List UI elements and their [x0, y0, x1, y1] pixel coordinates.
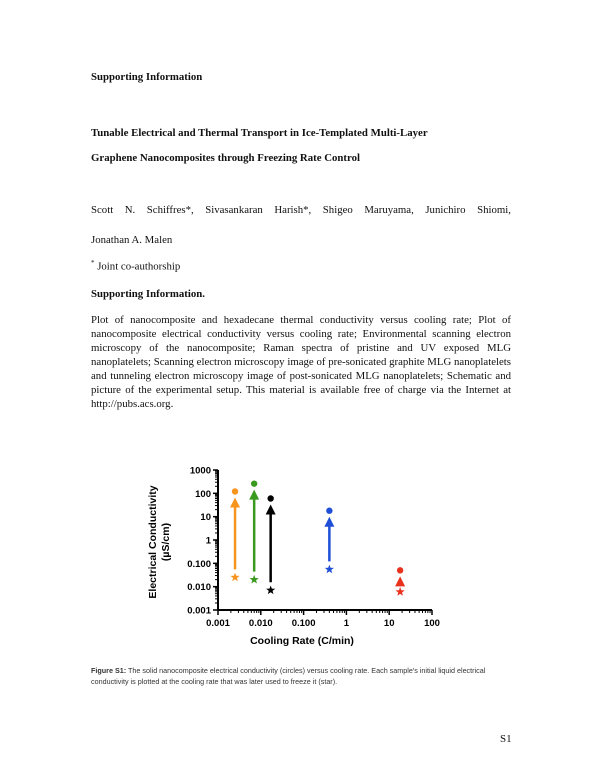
- liquid-conductivity-star: [250, 575, 259, 584]
- si-abstract: Plot of nanocomposite and hexadecane thermal conductivity versus cooling rate; Plot of nanocomposite electrical conductivity versus cooling rate; Environmental scanning electron microscopy of the nanocomposite; Raman spectra of pristine and UV exposed MLG nanoplatelets; Scanning electron microscopy image of pre-sonicated graphite MLG nanoplatelets and tunneling electron microscopy image of post-sonicated MLG nanoplatelets; Schematic and picture of the experimental setup. This material is available free of charge via the Internet at http://pubs.acs.org.: [91, 314, 511, 410]
- sample-orange: [230, 488, 240, 581]
- y-tick-label: 0.001: [187, 605, 211, 617]
- caption-label: Figure S1:: [91, 666, 127, 675]
- y-tick-label: 1: [205, 535, 211, 547]
- y-axis-label: [147, 485, 172, 598]
- page-number: S1: [500, 733, 512, 745]
- joint-authorship-note: [91, 256, 180, 274]
- x-tick-label: 0.010: [248, 618, 273, 629]
- solid-conductivity-circle: [232, 488, 238, 494]
- solid-conductivity-circle: [397, 567, 403, 573]
- y-axis-label-line-2: (µS/cm): [160, 522, 172, 562]
- solid-conductivity-circle: [326, 508, 332, 514]
- x-tick-label: 0.100: [291, 618, 316, 629]
- chart-marks: [230, 480, 405, 595]
- paper-title-line-1: Tunable Electrical and Thermal Transport in Ice-Templated Multi-Layer: [91, 127, 428, 139]
- liquid-conductivity-star: [230, 573, 239, 582]
- si-heading: Supporting Information.: [91, 288, 205, 300]
- y-tick-label: 100: [195, 488, 211, 500]
- y-axis-label-line-1: Electrical Conductivity: [147, 485, 159, 599]
- arrow-head: [230, 497, 240, 507]
- arrow-head: [249, 490, 259, 500]
- sample-blue: [324, 508, 334, 574]
- x-tick-label: 1: [343, 618, 350, 629]
- liquid-conductivity-star: [325, 565, 334, 574]
- sample-black: [266, 495, 276, 594]
- arrow-head: [324, 517, 334, 527]
- y-tick-label: 0.010: [187, 582, 211, 594]
- y-tick-label: 10: [200, 512, 211, 524]
- joint-text: Joint co-authorship: [97, 260, 181, 273]
- y-tick-label: 0.100: [187, 558, 211, 570]
- authors-line-1: Scott N. Schiffres*, Sivasankaran Harish*, Shigeo Maruyama, Junichiro Shiomi,: [91, 204, 511, 216]
- solid-conductivity-circle: [267, 495, 273, 501]
- joint-mark: *: [91, 259, 95, 267]
- arrow-head: [266, 505, 276, 515]
- liquid-conductivity-star: [396, 587, 405, 596]
- arrow-head: [395, 576, 405, 586]
- sample-green: [249, 480, 259, 583]
- x-tick-label: 100: [424, 618, 440, 629]
- y-tick-label: 1000: [189, 465, 211, 477]
- authors-line-2: Jonathan A. Malen: [91, 234, 173, 246]
- paper-title-line-2: Graphene Nanocomposites through Freezing Rate Control: [91, 152, 361, 164]
- figure-caption: [91, 665, 511, 687]
- caption-text: The solid nanocomposite electrical conductivity (circles) versus cooling rate. Each sample's initial liquid electrical conductivity is plotted at the cooling rate that was later used to freeze it (star).: [91, 666, 486, 686]
- solid-conductivity-circle: [251, 480, 257, 486]
- x-tick-label: 0.001: [206, 618, 230, 629]
- supporting-information-header: Supporting Information: [91, 71, 203, 83]
- chart-axes: [187, 466, 440, 630]
- x-axis-label: Cooling Rate (C/min): [250, 635, 354, 647]
- conductivity-chart: [140, 455, 460, 650]
- liquid-conductivity-star: [266, 585, 275, 594]
- sample-red: [395, 567, 405, 596]
- x-tick-label: 10: [383, 618, 395, 629]
